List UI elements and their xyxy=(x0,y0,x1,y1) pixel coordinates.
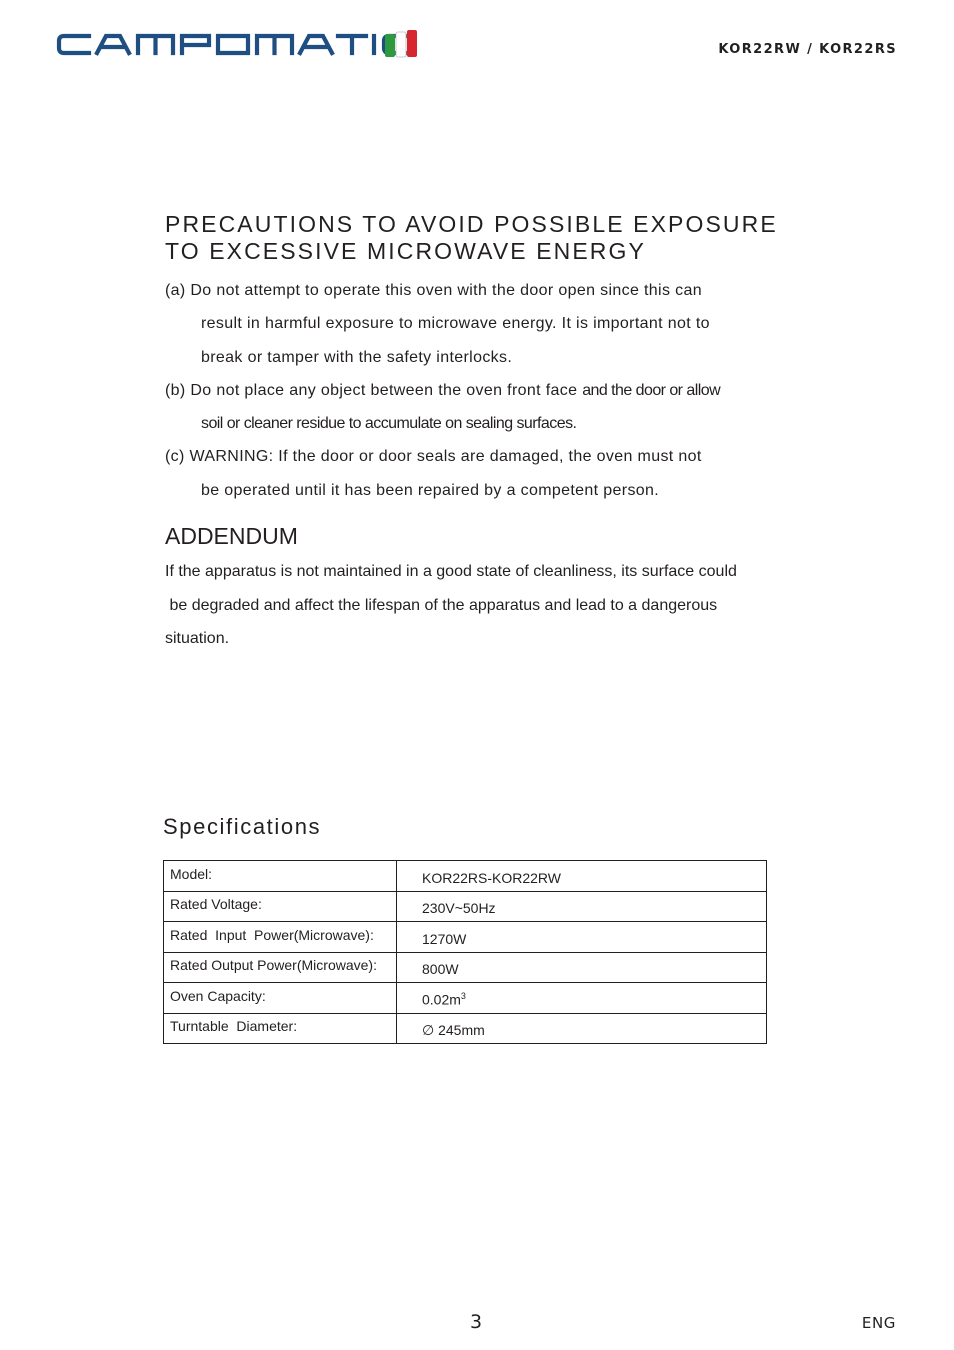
precaution-b-line1-part1: (b) Do not place any object between the oven front face xyxy=(165,381,583,399)
table-row xyxy=(164,922,767,953)
italian-flag-icon xyxy=(384,30,418,58)
spec-label xyxy=(164,861,397,892)
precaution-a-line2: result in harmful exposure to microwave energy. It is important not to xyxy=(201,315,710,333)
precaution-item-c xyxy=(165,444,785,511)
spec-label xyxy=(164,1013,397,1044)
spec-value: 230V~50Hz xyxy=(397,891,767,922)
campomatic-logo xyxy=(56,30,420,60)
precaution-b-line1-part2: and the door or allow xyxy=(582,381,721,399)
addendum-line3: situation. xyxy=(165,630,230,647)
language-label: ENG xyxy=(861,1314,896,1332)
spec-value: 800W xyxy=(397,952,767,983)
spec-label xyxy=(164,922,397,953)
addendum-line1: If the apparatus is not maintained in a good state of cleanliness, its surface could xyxy=(165,563,737,580)
precaution-item-b xyxy=(165,378,785,445)
precaution-b-line1 xyxy=(165,378,785,411)
spec-value: KOR22RS-KOR22RW xyxy=(397,861,767,892)
precautions-list xyxy=(165,278,785,511)
table-row xyxy=(164,952,767,983)
specifications-title: Specifications xyxy=(163,814,322,839)
table-row xyxy=(164,1013,767,1044)
spec-value-superscript: 3 xyxy=(460,991,466,1002)
spec-label xyxy=(164,891,397,922)
precaution-item-a xyxy=(165,278,785,378)
precaution-a-line1: (a) Do not attempt to operate this oven with the door open since this can xyxy=(165,282,702,299)
addendum-body xyxy=(165,561,785,662)
spec-label-text: Rated Output Power(Microwave): xyxy=(170,957,377,974)
spec-value xyxy=(397,983,767,1014)
precautions-title-line1: PRECAUTIONS TO AVOID POSSIBLE EXPOSURE xyxy=(165,211,778,237)
precautions-title xyxy=(165,211,805,265)
spec-label-text: Model: xyxy=(170,865,213,882)
spec-value-text: 0.02m xyxy=(422,992,461,1009)
spec-value: 1270W xyxy=(397,922,767,953)
page-number: 3 xyxy=(470,1311,483,1333)
spec-label-text: Rated Input Power(Microwave): xyxy=(170,926,374,943)
spec-label-text: Oven Capacity: xyxy=(170,987,266,1004)
spec-label xyxy=(164,983,397,1014)
precaution-c-line1: (c) WARNING: If the door or door seals are damaged, the oven must not xyxy=(165,448,702,466)
addendum-title: ADDENDUM xyxy=(165,523,298,549)
model-code: KOR22RW / KOR22RS xyxy=(718,42,897,57)
table-row xyxy=(164,891,767,922)
table-row xyxy=(164,861,767,892)
precaution-b-line2: soil or cleaner residue to accumulate on sealing surfaces. xyxy=(201,415,577,433)
spec-label xyxy=(164,952,397,983)
spec-value: ∅ 245mm xyxy=(397,1013,767,1044)
specifications-table xyxy=(163,860,767,1044)
addendum-line2: be degraded and affect the lifespan of the apparatus and lead to a dangerous xyxy=(165,596,718,614)
precautions-title-line2: TO EXCESSIVE MICROWAVE ENERGY xyxy=(165,238,646,264)
precaution-a-line3: break or tamper with the safety interlocks. xyxy=(201,348,513,366)
spec-label-text: Rated Voltage: xyxy=(170,896,262,913)
spec-label-text: Turntable Diameter: xyxy=(170,1018,298,1035)
table-row xyxy=(164,983,767,1014)
precaution-c-line2: be operated until it has been repaired by a competent person. xyxy=(201,481,660,499)
